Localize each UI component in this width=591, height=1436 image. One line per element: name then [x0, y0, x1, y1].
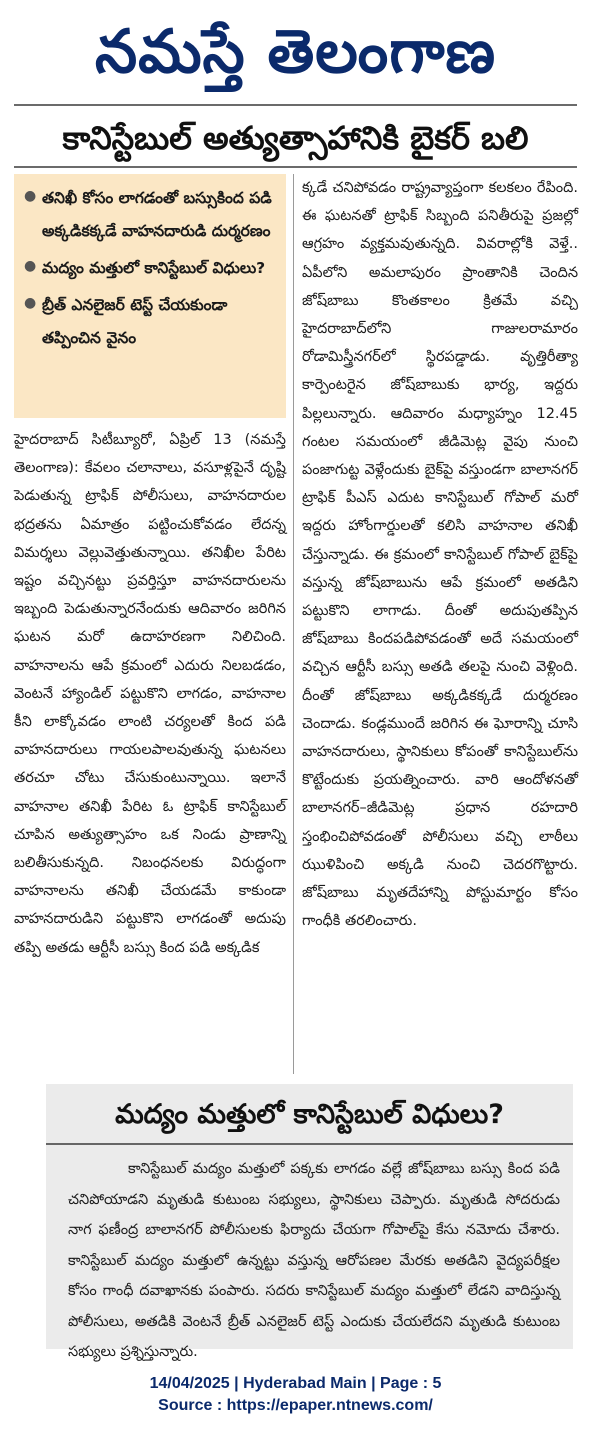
masthead-rule	[14, 104, 577, 106]
highlight-text: తనిఖీ కోసం లాగడంతో బస్సుకింద పడి అక్కడికక్కడే వాహనదారుడి దుర్మరణం	[42, 189, 272, 240]
footer-separator: |	[371, 1375, 376, 1392]
article-body-right: క్కడే చనిపోవడం రాష్ట్రవ్యాప్తంగా కలకలం రేపింది. ఈ ఘటనతో ట్రాఫిక్ సిబ్బంది పనితీరుపై ప్రజల్లో ఆగ్రహం వ్యక్తమవుతున్నది. వివరాల్లోకి వెళ్తే.. ఏపీలోని అమలాపురం ప్రాంతానికి చెందిన జోష్‌బాబు కొంతకాలం క్రితమే వచ్చి హైదరాబాద్‌లోని గాజులరామారం రోడామిస్త్రీనగర్‌లో స్థిరపడ్డాడు. వృత్తిరీత్యా కార్పెంటరైన జోష్‌బాబుకు భార్య, ఇద్దరు పిల్లలున్నారు. ఆదివారం మధ్యాహ్నం 12.45 గంటల సమయంలో జీడిమెట్ల వైపు నుంచి పంజాగుట్ట వెళ్లేందుకు బైక్‌పై వస్తుండగా బాలానగర్ ట్రాఫిక్ పీఎస్ ఎదుట కానిస్టేబుల్ గోపాల్ మరో ఇద్దరు హోంగార్డులతో కలిసి వాహనాల తనిఖీ చేస్తున్నాడు. ఈ క్రమంలో కానిస్టేబుల్ గోపాల్ బైక్‌పై వస్తున్న జోష్‌బాబును ఆపే క్రమంలో అతడిని పట్టుకొని లాగాడు. దీంతో అదుపుతప్పిన జోష్‌బాబు కిందపడిపోవడంతో అదే సమయంలో వచ్చిన ఆర్టీసీ బస్సు అతడి తలపై నుంచి వెళ్లింది. దీంతో జోష్‌బాబు అక్కడికక్కడే దుర్మరణం చెందాడు. కండ్లముందే జరిగిన ఈ ఘోరాన్ని చూసి వాహనదారులు, స్థానికులు కోపంతో కానిస్టేబుల్‌ను కొట్టేందుకు ప్రయత్నించారు. వారి ఆందోళనతో బాలానగర్–జీడిమెట్ల ప్రధాన రహదారి స్తంభించిపోవడంతో పోలీసులు వచ్చి లాఠీలు ఝుళిపించి అక్కడి నుంచి చెదరగొట్టారు. జోష్‌బాబు మృతదేహాన్ని పోస్టుమార్టం కోసం గాంధీకి తరలించారు.	[302, 180, 578, 930]
bullet-icon: ●	[24, 188, 37, 204]
highlight-item	[24, 289, 278, 355]
highlights-box	[14, 174, 286, 418]
sidebar-box-body: కానిస్టేబుల్ మద్యం మత్తులో పక్కకు లాగడం వల్లే జోష్‌బాబు బస్సు కింద పడి చనిపోయాడని మృతుడి కుటుంబ సభ్యులు, స్థానికులు చెప్పారు. మృతుడి సోదరుడు నాగ ఫణీంద్ర బాలానగర్ పోలీసులకు ఫిర్యాదు చేయగా గోపాల్‌పై కేసు నమోదు చేశారు. కానిస్టేబుల్ మద్యం మత్తులో ఉన్నట్టు వస్తున్న ఆరోపణల మేరకు అతడిని వైద్యపరీక్షల కోసం గాంధీ దవాఖానకు పంపారు. సదరు కానిస్టేబుల్ మద్యం మత్తులో లేడని వాదిస్తున్న పోలీసులు, అతడికి వెంటనే బ్రీత్ ఎనలైజర్ టెస్ట్ ఎందుకు చేయలేదని మృతుడి కుటుంబ సభ్యులు ప్రశ్నిస్తున్నారు.	[68, 1161, 560, 1360]
headline: కానిస్టేబుల్ అత్యుత్సాహానికి బైకర్ బలి	[62, 119, 529, 157]
masthead: నమస్తే తెలంగాణ	[94, 17, 497, 87]
footer-line	[0, 1375, 591, 1393]
sidebar-box-rule	[46, 1143, 573, 1145]
highlight-item	[24, 182, 278, 248]
article-body-left: హైదరాబాద్ సిటీబ్యూరో, ఏప్రిల్ 13 (నమస్తే తెలంగాణ): కేవలం చలానాలు, వసూళ్లపైనే దృష్టి పెడుతున్న ట్రాఫిక్ పోలీసులు, వాహనదారుల భద్రతను ఏమాత్రం పట్టించుకోవడం లేదన్న విమర్శలు వెల్లువెత్తుతున్నాయి. తనిఖీల పేరిట ఇష్టం వచ్చినట్టు ప్రవర్తిస్తూ వాహనదారులను ఇబ్బంది పెడుతున్నారనేందుకు ఆదివారం జరిగిన ఘటన మరో ఉదాహరణగా నిలిచింది. వాహనాలను ఆపే క్రమంలో ఎదురు నిలబడడం, వెంటనే హ్యాండిల్ పట్టుకొని లాగడం, వాహనాల కీని లాక్కోవడం లాంటి చర్యలతో కింద పడి వాహనదారులు గాయలపాలవుతున్న ఘటనలు తరచూ చోటు చేసుకుంటున్నాయి. ఇలానే వాహనాల తనిఖీ పేరిట ఓ ట్రాఫిక్ కానిస్టేబుల్ చూపిన అత్యుత్సాహం ఒక నిండు ప్రాణాన్ని బలితీసుకున్నది. నిబంధనలకు విరుద్ధంగా వాహనాలను తనిఖీ చేయడమే కాకుండా వాహనదారుడిని పట్టుకొని లాగడంతో అదుపు తప్పి అతడు ఆర్టీసీ బస్సు కింద పడి అక్కడిక	[14, 432, 286, 956]
bullet-icon: ●	[24, 295, 37, 311]
highlight-item	[24, 252, 278, 285]
footer-source[interactable]: Source : https://epaper.ntnews.com/	[158, 1397, 433, 1414]
footer-separator: |	[234, 1375, 239, 1392]
column-divider	[293, 174, 294, 1074]
bullet-icon: ●	[24, 258, 37, 274]
article-column-left	[14, 426, 286, 962]
highlight-text: మద్యం మత్తులో కానిస్టేబుల్ విధులు?	[42, 259, 266, 277]
footer-date: 14/04/2025	[149, 1375, 230, 1392]
footer-edition: Hyderabad Main	[243, 1375, 367, 1392]
highlight-text: బ్రీత్ ఎనలైజర్ టెస్ట్ చేయకుండా తప్పించిన వైనం	[42, 296, 228, 347]
headline-rule	[14, 166, 577, 168]
article-column-right	[302, 174, 578, 935]
footer-page: Page : 5	[380, 1375, 442, 1392]
sidebar-box-title: మద్యం మత్తులో కానిస్టేబుల్ విధులు?	[115, 1099, 504, 1130]
sidebar-box	[46, 1084, 573, 1360]
